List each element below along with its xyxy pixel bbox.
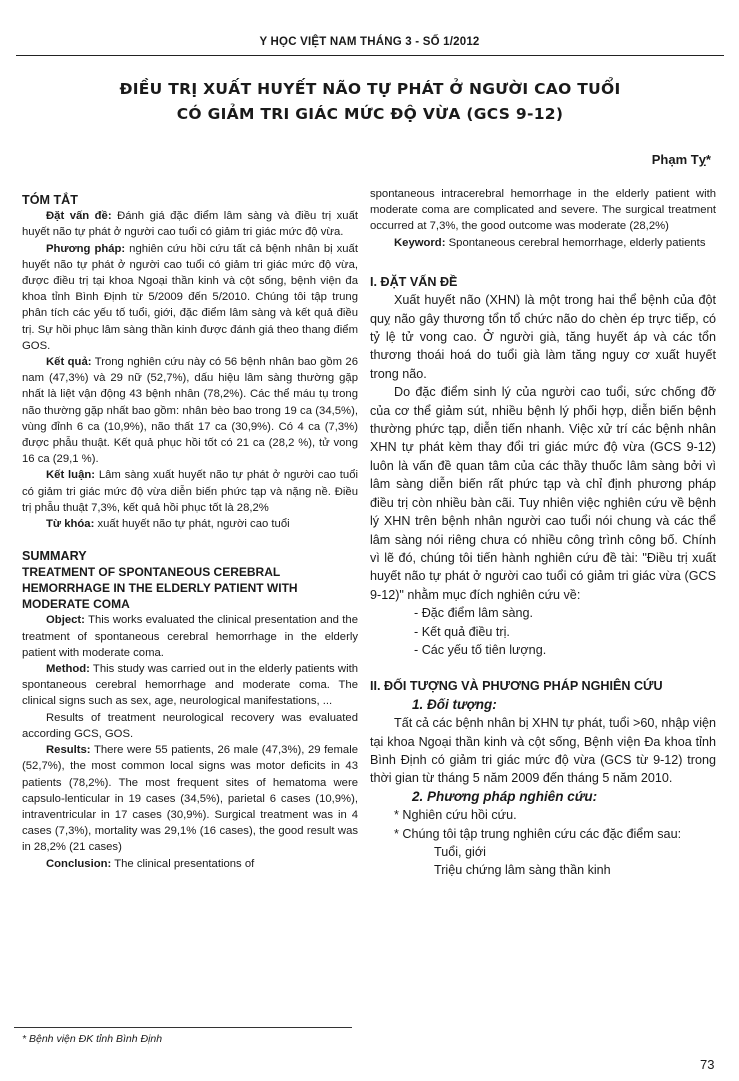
section-1-paragraph-2: Do đặc điểm sinh lý của người cao tuổi, sức chống đỡ của cơ thể giảm sút, nhiều bệnh lý phối hợp, diễn biến bệnh thường phức tạp, diễn tiến nhanh. Việc xử trí các bệnh nhân XHN tự phát kèm thay đổi tri giác mức độ vừa (GCS 9-12) luôn là vấn đề quan tâm của các thầy thuốc lâm sàng bởi vì lâm sàng diễn biến rất phức tạp và chỉ định phương pháp điều trị còn nhiều bàn cãi. Tuy nhiên việc nghiên cứu về bệnh lý XHN trên bệnh nhân người cao tuổi nói chung và các thể lâm sàng nói riêng chưa có nhiều công trình công bố. Chính vì lẽ đó, chúng tôi tiến hành nghiên cứu đề tài: "Điều trị xuất huyết não tự phát ở người cao tuổi có giảm tri giác vừa (GCS 9-12)" nhằm mục đích nghiên cứu về: <box>370 385 716 602</box>
header-rule <box>16 55 724 56</box>
english-continued: spontaneous intracerebral hemorrhage in the elderly patient with moderate coma are complicated and severe. The surgical treatment occurred at 7,3%, the good outcome was moderate (28,2%) <box>370 188 716 233</box>
author: Phạm Tỵ* <box>651 152 711 167</box>
ket-luan-label: Kết luận: <box>46 469 96 482</box>
results-text: There were 55 patients, 26 male (47,3%), 29 female (52,7%), the most common local signs was motor deficits in 43 patients (78,2%). The most frequent sites of hematoma were capsulo-lenticular in 19 cases (34,5%), parietal 6 cases (10,9%), intraventricular in 17 cases (30,9%). Surgical treatment was in 4 cases (7,3%), mortality was 29,1% (16 cases), the good result was in 28,2% (21 cases) <box>22 744 358 854</box>
phuong-phap-paragraph <box>22 241 358 354</box>
results-paragraph <box>22 742 358 855</box>
tom-tat-heading: TÓM TẮT <box>22 193 78 207</box>
article-title-line-1: ĐIỀU TRỊ XUẤT HUYẾT NÃO TỰ PHÁT Ở NGƯỜI CAO TUỔI <box>119 80 621 98</box>
aim-item-2: - Kết quả điều trị. <box>414 624 510 639</box>
object-text: This works evaluated the clinical presentation and the treatment of spontaneous cerebral hemorrhage in the elderly patient with moderate coma. <box>22 614 358 659</box>
ket-luan-paragraph <box>22 467 358 516</box>
method-item-1: * Nghiên cứu hồi cứu. <box>394 808 517 823</box>
footnote-rule <box>14 1027 352 1028</box>
keyword-label: Keyword: <box>394 236 446 249</box>
conclusion-label: Conclusion: <box>46 857 112 870</box>
conclusion-text: The clinical presentations of <box>111 857 255 870</box>
section-2-heading: II. ĐỐI TƯỢNG VÀ PHƯƠNG PHÁP NGHIÊN CỨU <box>370 679 663 694</box>
running-header: Y HỌC VIỆT NAM THÁNG 3 - SỐ 1/2012 <box>259 36 480 48</box>
ket-qua-text: Trong nghiên cứu này có 56 bệnh nhân bao gồm 26 nam (47,3%) và 29 nữ (52,7%), dấu hiệu lâm sàng thường gặp nhất là liệt vận động 43 bệnh nhân (78,2%). Các thể máu tụ trong não thường gặp nhất bao gồm: nhân bèo bao trong 19 ca (34,5%), vùng đỉnh 6 ca (10,9%), não thất 17 ca (30,9%). Có 4 ca (7,3%) được phẫu thuật. Kết quả phục hồi tốt có 21 ca (28,2 %), tử vong 16 ca (29,1 %). <box>22 356 358 466</box>
ket-qua-paragraph <box>22 354 358 467</box>
english-title-line-2: HEMORRHAGE IN THE ELDERLY PATIENT WITH <box>22 581 298 596</box>
footnote: * Bệnh viện ĐK tỉnh Bình Định <box>22 1033 163 1045</box>
factor-item-2: Triệu chứng lâm sàng thần kinh <box>434 863 611 878</box>
ket-qua-label: Kết quả: <box>46 356 92 369</box>
results-intro: Results of treatment neurological recovery was evaluated according GCS, GOS. <box>22 711 358 740</box>
keyword-paragraph <box>370 235 716 251</box>
results-label: Results: <box>46 744 91 757</box>
english-title-line-3: MODERATE COMA <box>22 597 130 612</box>
conclusion-paragraph <box>22 856 358 872</box>
factor-item-1: Tuổi, giới <box>434 845 486 859</box>
tu-khoa-label: Từ khóa: <box>46 518 95 531</box>
method-item-2: * Chúng tôi tập trung nghiên cứu các đặc điểm sau: <box>394 826 682 841</box>
right-column <box>370 186 716 880</box>
aim-item-1: - Đặc điểm lâm sàng. <box>414 606 533 621</box>
summary-heading: SUMMARY <box>22 549 87 564</box>
tu-khoa-text: xuất huyết não tự phát, người cao tuổi <box>94 518 290 531</box>
left-column <box>22 186 358 872</box>
phuong-phap-label: Phương pháp: <box>46 242 126 255</box>
object-label: Object: <box>46 614 85 627</box>
method-text: This study was carried out in the elderly patients with spontaneous cerebral hemorrhage and moderate coma. The clinical signs such as sex, age, neurological manifestations, ... <box>22 663 358 708</box>
subsection-1-heading: 1. Đối tượng: <box>412 696 497 712</box>
ket-luan-text: Lâm sàng xuất huyết não tự phát ở người cao tuổi có giảm tri giác mức độ vừa diễn biến phức tạp và nặng nề. Điều trị phẫu thuật 7,3%, kết quả hồi phục tốt là 28,2% <box>22 469 358 514</box>
dat-van-de-paragraph <box>22 208 358 240</box>
method-paragraph <box>22 661 358 710</box>
aim-item-3: - Các yếu tố tiên lượng. <box>414 642 547 657</box>
dat-van-de-text: Đánh giá đặc điểm lâm sàng và điều trị xuất huyết não tự phát ở người cao tuổi có giảm tri giác mức độ vừa. <box>22 210 358 239</box>
english-title-line-1: TREATMENT OF SPONTANEOUS CEREBRAL <box>22 565 281 580</box>
section-1-heading: I. ĐẶT VẤN ĐỀ <box>370 274 458 289</box>
keyword-text: Spontaneous cerebral hemorrhage, elderly patients <box>445 236 706 249</box>
method-label: Method: <box>46 663 90 676</box>
page-number: 73 <box>700 1057 715 1072</box>
article-title-line-2: CÓ GIẢM TRI GIÁC MỨC ĐỘ VỪA (GCS 9-12) <box>176 105 564 123</box>
tu-khoa-paragraph <box>22 516 358 532</box>
dat-van-de-label: Đặt vấn đề: <box>46 210 112 223</box>
subsection-2-heading: 2. Phương pháp nghiên cứu: <box>412 788 598 804</box>
section-1-paragraph-1: Xuất huyết não (XHN) là một trong hai thể bệnh của đột quỵ não gây thương tổn tổ chức não do chèn ép trực tiếp, có tỷ lệ tử vong cao. Ở người già, tăng huyết áp và các tổn thương thoái hoá do tuổi già làm tăng nguy cơ xuất huyết trong não. <box>370 293 716 381</box>
object-paragraph <box>22 612 358 661</box>
subsection-1-text: Tất cả các bệnh nhân bị XHN tự phát, tuổi >60, nhập viện tại khoa Ngoại thần kinh và cột sống, Bệnh viện Đa khoa tỉnh Bình Định có giảm tri giác mức độ vừa (GCS từ 9-12) trong thời gian từ tháng 5 năm 2009 đến tháng 5 năm 2010. <box>370 716 716 786</box>
phuong-phap-text: nghiên cứu hồi cứu tất cả bệnh nhân bị xuất huyết não tự phát ở người cao tuổi có giảm tri giác mức độ vừa, được điều trị tại khoa Ngoại thần kinh và cột sống, bệnh viện đa khoa tỉnh Bình Định từ 5/2009 đến 5/2010. Chúng tôi tập trung phân tích các yếu tố tuổi, giới, đặc điểm lâm sàng và kết quả điều trị. Sự hồi phục lâm sàng thần kinh được đánh giá theo thang điểm GOS. <box>22 242 358 352</box>
